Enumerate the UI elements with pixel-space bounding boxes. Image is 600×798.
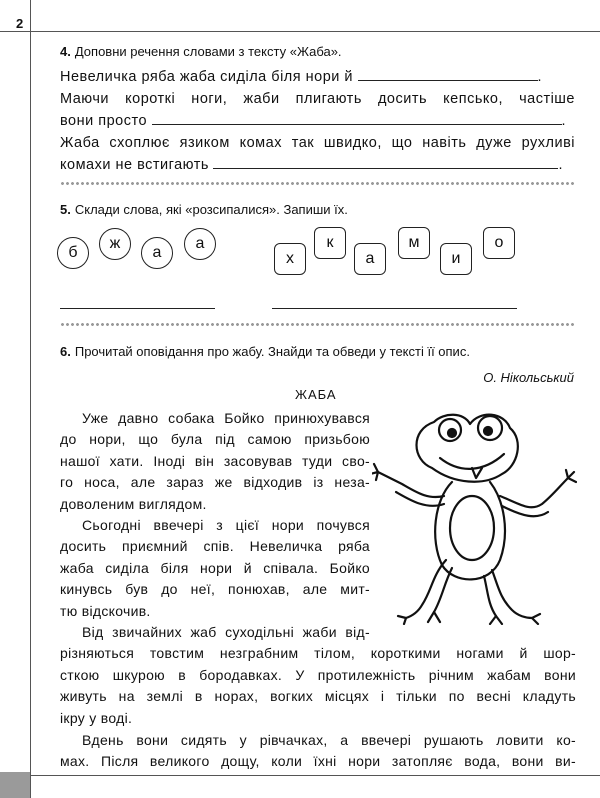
task5-number: 5. [60, 202, 71, 217]
story-line: ікру у воді. [60, 709, 133, 726]
corner-block [0, 772, 30, 798]
story-line: Сьогодні ввечері з цієї нори почувся [82, 517, 370, 533]
story-line: Від звичайних жаб суходільні жаби від- [82, 624, 370, 640]
story-line: сткою шкурою в бородавках. У протилежність річним жабам вони [60, 666, 576, 683]
letter-tile: х [274, 243, 306, 275]
page-number: 2 [16, 16, 24, 31]
story-line: живуть на землі в норах, вогких місцях і тільки по весні кладуть [60, 688, 576, 705]
letter-tile: а [354, 243, 386, 275]
story-line: кинувсь був до неї, понюхав, але мит- [60, 581, 370, 598]
story-line: жаба сиділа біля нори й співала. Бойко [60, 559, 370, 576]
task4-s2-text: вони просто [60, 113, 148, 129]
task4-blank-2[interactable] [152, 110, 562, 125]
story-paragraph-4 [60, 730, 576, 773]
task5-instruction: Склади слова, які «розсипалися». Запиши їх. [74, 202, 348, 217]
task4-sentence-2b [60, 110, 575, 132]
story-line: мах. Після великого дощу, коли їхні нори затопляє вода, вони ви- [60, 753, 576, 770]
task4-s3-end: . [558, 157, 563, 173]
letter-tile: к [314, 227, 346, 259]
task4-sentence-3b [60, 154, 575, 176]
story-paragraph-1 [60, 408, 370, 515]
story-line: Уже давно собака Бойко принюхувався [82, 410, 370, 426]
story-line: тю відскочив. [60, 602, 151, 619]
story-paragraph-3 [60, 622, 576, 729]
letter-tile: ж [99, 228, 131, 260]
margin-line [30, 0, 31, 798]
task4-sentence-2a: Маючи короткі ноги, жаби плигають досить кепсько, частіше [60, 91, 575, 107]
task4-s2-end: . [561, 113, 567, 129]
task5-heading [60, 202, 348, 217]
task4-blank-1[interactable] [358, 66, 538, 81]
story-line: го носа, але зараз же відходив із неза- [60, 474, 370, 491]
task4-instruction: Доповни речення словами з тексту «Жаба». [74, 44, 342, 59]
story-author: О. Нікольський [483, 370, 574, 385]
top-rule [0, 31, 600, 32]
letter-tile: и [440, 243, 472, 275]
task6-number: 6. [60, 344, 71, 359]
story-line: різняються товстим незграбним тілом, короткими ногами й шор- [60, 645, 576, 662]
dotted-separator [60, 322, 575, 327]
letter-tile: а [141, 237, 173, 269]
story-line: досить приємний спів. Невеличка ряба [60, 538, 370, 555]
task6-instruction: Прочитай оповідання про жабу. Знайди та обведи у тексті її опис. [74, 344, 470, 359]
task4-s1-text: Невеличка ряба жаба сиділа біля нори й [60, 69, 353, 85]
bottom-rule [0, 775, 600, 776]
task6-heading [60, 344, 470, 359]
task4-number: 4. [60, 44, 71, 59]
task4-heading [60, 44, 342, 59]
task4-s1-end: . [537, 69, 543, 85]
task4-blank-3[interactable] [213, 154, 558, 169]
task4-s3-text: комахи не встигають [60, 157, 209, 173]
letter-tile: а [184, 228, 216, 260]
frog-illustration [372, 400, 577, 625]
story-line: до нори, що була під самою призьбою [60, 431, 370, 448]
story-title: ЖАБА [295, 387, 337, 402]
story-line: доволеним виглядом. [60, 495, 207, 512]
answer-line-2[interactable] [272, 308, 517, 309]
task4-sentence-1 [60, 66, 575, 88]
letter-tile: о [483, 227, 515, 259]
letter-tile: м [398, 227, 430, 259]
answer-line-1[interactable] [60, 308, 215, 309]
task4-sentence-3a: Жаба схоплює язиком комах так швидко, що навіть дуже рухливі [60, 135, 575, 151]
letter-tile: б [57, 237, 89, 269]
story-paragraph-2 [60, 515, 370, 622]
dotted-separator [60, 181, 575, 186]
story-line: Вдень вони сидять у рівчачках, а ввечері рушають ловити ко- [82, 732, 576, 748]
story-line: нашої хати. Іноді він засовував туди сво- [60, 452, 370, 469]
